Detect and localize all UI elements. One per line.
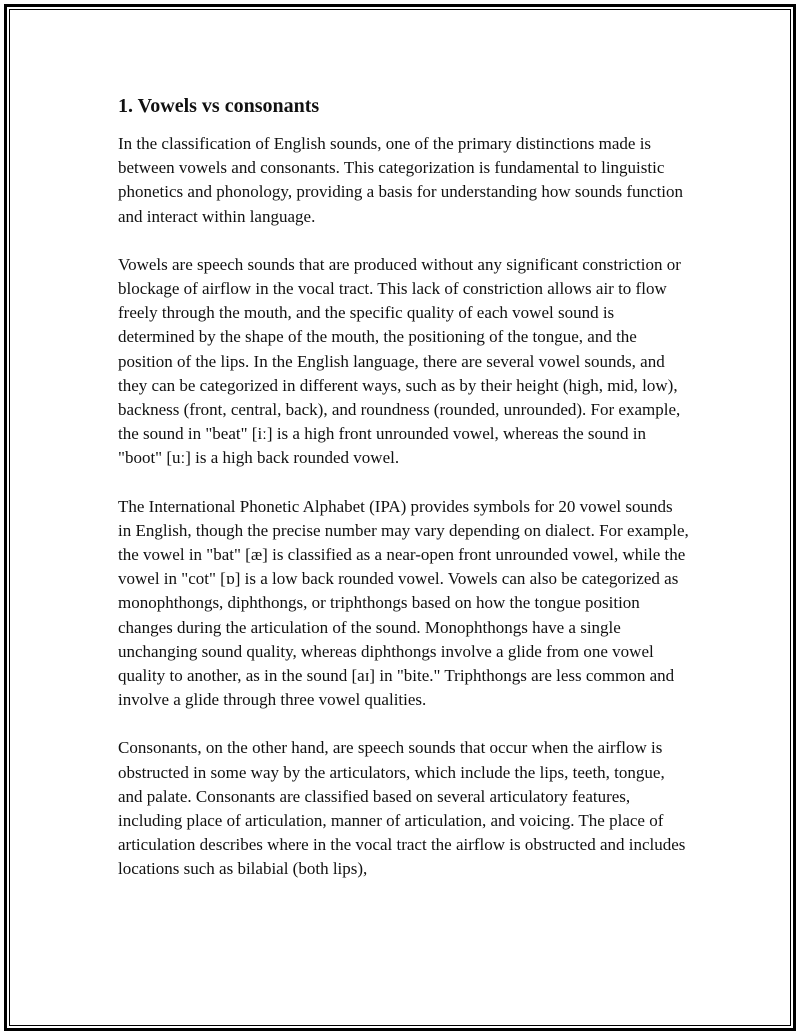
paragraph-intro: In the classification of English sounds, one of the primary distinctions made is between vowels and consonants. This categorization is fundamental to linguistic phonetics and phonology, providing a basis for understanding how sounds function and interact within language. bbox=[118, 134, 684, 226]
paragraph-vowels: Vowels are speech sounds that are produced without any significant constriction or blockage of airflow in the vocal tract. This lack of constriction allows air to flow freely through the mouth, and the specific quality of each vowel sound is determined by the shape of the mouth, the positioning of the tongue, and the position of the lips. In the English language, there are several vowel sounds, and they can be categorized in different ways, such as by their height (high, mid, low), backness (front, central, back), and roundness (rounded, unrounded). For example, the sound in "beat" [iː] is a high front unrounded vowel, whereas the sound in "boot" [uː] is a high back rounded vowel. bbox=[118, 254, 681, 468]
paragraph-consonants: Consonants, on the other hand, are speech sounds that occur when the airflow is obstructed in some way by the articulators, which include the lips, teeth, tongue, and palate. Consonants are classified based on several articulatory features, including place of articulation, manner of articulation, and voicing. The place of articulation describes where in the vocal tract the airflow is obstructed and includes locations such as bilabial (both lips), bbox=[118, 738, 686, 879]
document-body bbox=[118, 94, 690, 906]
section-heading: 1. Vowels vs consonants bbox=[118, 95, 320, 117]
paragraph-ipa: The International Phonetic Alphabet (IPA) provides symbols for 20 vowel sounds in English, though the precise number may vary depending on dialect. For example, the vowel in "bat" [æ] is classified as a near-open front unrounded vowel, while the vowel in "cot" [ɒ] is a low back rounded vowel. Vowels can also be categorized as monophthongs, diphthongs, or triphthongs based on how the tongue position changes during the articulation of the sound. Monophthongs have a single unchanging sound quality, whereas diphthongs involve a glide from one vowel quality to another, as in the sound [aɪ] in "bite." Triphthongs are less common and involve a glide through three vowel qualities. bbox=[118, 496, 689, 710]
